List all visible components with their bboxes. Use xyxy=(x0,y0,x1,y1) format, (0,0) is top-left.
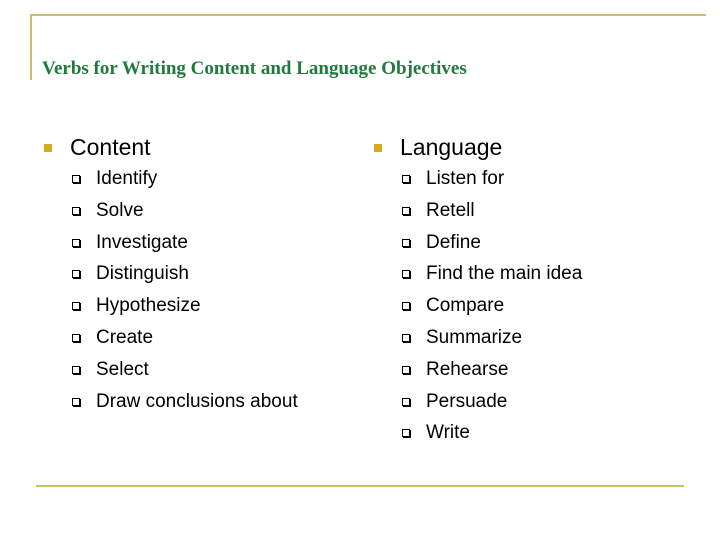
frame-line-left xyxy=(30,14,32,80)
content-list xyxy=(44,167,298,421)
hollow-square-bullet-icon xyxy=(402,270,410,278)
list-item: Compare xyxy=(374,294,582,326)
content-heading-label: Content xyxy=(70,134,151,160)
list-item: Identify xyxy=(44,167,298,199)
hollow-square-bullet-icon xyxy=(72,302,80,310)
hollow-square-bullet-icon xyxy=(402,398,410,406)
language-column xyxy=(374,133,582,453)
list-item: Create xyxy=(44,326,298,358)
list-item: Rehearse xyxy=(374,358,582,390)
language-list xyxy=(374,167,582,453)
list-item: Select xyxy=(44,358,298,390)
list-item: Persuade xyxy=(374,390,582,422)
content-heading xyxy=(44,133,298,163)
hollow-square-bullet-icon xyxy=(72,239,80,247)
list-item: Solve xyxy=(44,199,298,231)
language-heading-label: Language xyxy=(400,134,503,160)
square-bullet-icon xyxy=(44,144,52,152)
list-item: Retell xyxy=(374,199,582,231)
hollow-square-bullet-icon xyxy=(402,302,410,310)
hollow-square-bullet-icon xyxy=(402,239,410,247)
list-item: Hypothesize xyxy=(44,294,298,326)
hollow-square-bullet-icon xyxy=(402,207,410,215)
content-column xyxy=(44,133,298,421)
hollow-square-bullet-icon xyxy=(402,334,410,342)
square-bullet-icon xyxy=(374,144,382,152)
hollow-square-bullet-icon xyxy=(72,207,80,215)
language-heading xyxy=(374,133,582,163)
list-item: Listen for xyxy=(374,167,582,199)
hollow-square-bullet-icon xyxy=(72,270,80,278)
list-item: Draw conclusions about xyxy=(44,390,298,422)
list-item: Distinguish xyxy=(44,262,298,294)
list-item: Define xyxy=(374,231,582,263)
hollow-square-bullet-icon xyxy=(72,366,80,374)
slide-title: Verbs for Writing Content and Language Objectives xyxy=(42,58,467,79)
hollow-square-bullet-icon xyxy=(402,175,410,183)
list-item: Summarize xyxy=(374,326,582,358)
hollow-square-bullet-icon xyxy=(72,175,80,183)
frame-line-bottom xyxy=(36,485,684,487)
hollow-square-bullet-icon xyxy=(72,398,80,406)
list-item: Find the main idea xyxy=(374,262,582,294)
frame-line-top xyxy=(30,14,706,16)
hollow-square-bullet-icon xyxy=(402,366,410,374)
hollow-square-bullet-icon xyxy=(402,429,410,437)
hollow-square-bullet-icon xyxy=(72,334,80,342)
list-item: Write xyxy=(374,421,582,453)
list-item: Investigate xyxy=(44,231,298,263)
